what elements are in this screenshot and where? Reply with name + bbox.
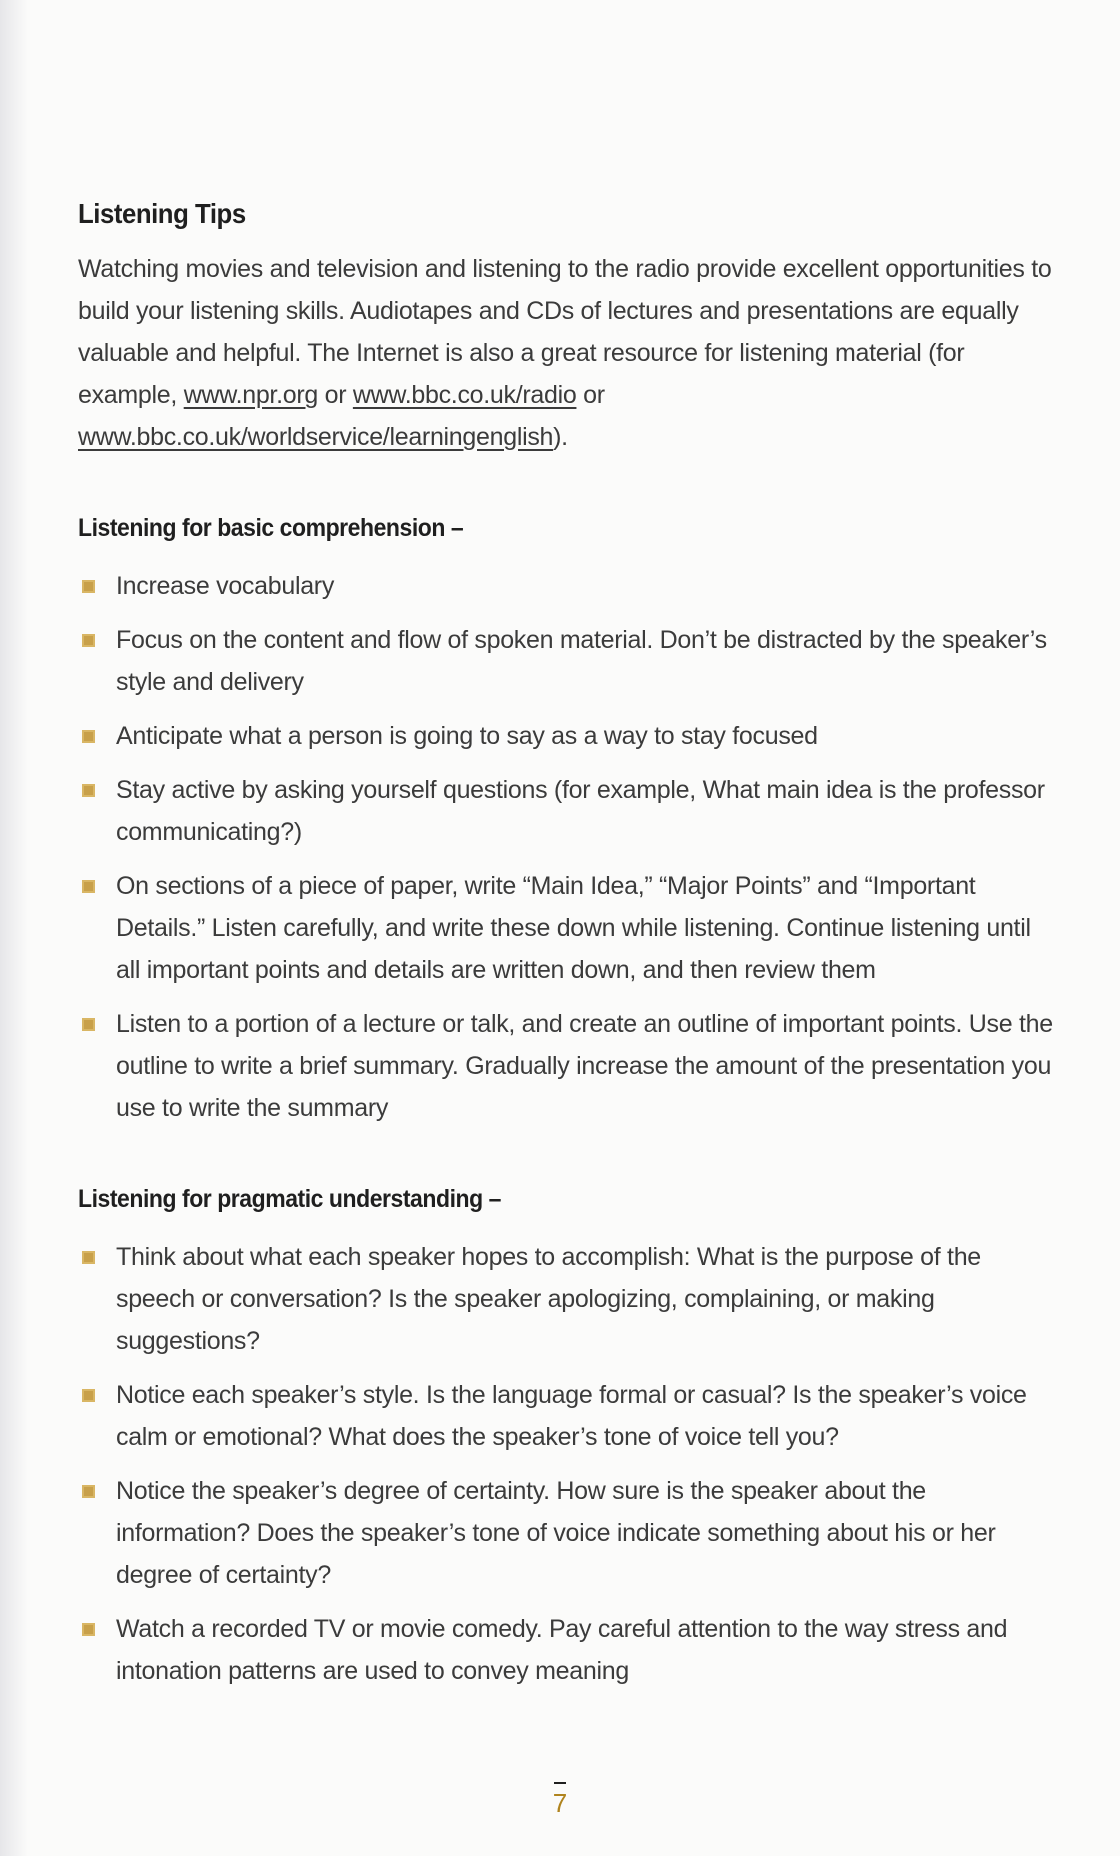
square-bullet-icon bbox=[82, 1623, 95, 1636]
list-item bbox=[78, 1470, 1058, 1596]
square-bullet-icon bbox=[82, 1251, 95, 1264]
link-bbc-radio[interactable]: www.bbc.co.uk/radio bbox=[352, 381, 577, 409]
list-item bbox=[78, 1003, 1058, 1129]
square-bullet-icon bbox=[82, 1389, 95, 1402]
page-title: Listening Tips bbox=[78, 198, 246, 229]
intro-text: or bbox=[317, 381, 353, 409]
square-bullet-icon bbox=[82, 1018, 95, 1031]
list-item-text: Stay active by asking yourself questions (for example, What main idea is the professor communicating?) bbox=[116, 776, 1045, 846]
intro-paragraph bbox=[78, 248, 1058, 458]
page-number bbox=[0, 1782, 1120, 1819]
list-item-text: Notice each speaker’s style. Is the language formal or casual? Is the speaker’s voice calm or emotional? What does the speaker’s tone of voice tell you? bbox=[116, 1381, 1027, 1451]
list-item bbox=[78, 565, 1058, 607]
basic-comprehension-list bbox=[78, 565, 1058, 1129]
intro-text: ). bbox=[553, 423, 568, 451]
list-item-text: Notice the speaker’s degree of certainty. How sure is the speaker about the information? Does the speaker’s tone of voice indicate something about his or her degree of certainty? bbox=[116, 1477, 996, 1589]
list-item-text: Think about what each speaker hopes to accomplish: What is the purpose of the speech or conversation? Is the speaker apologizing, complaining, or making suggestions? bbox=[116, 1243, 981, 1355]
square-bullet-icon bbox=[82, 730, 95, 743]
link-bbc-learningenglish[interactable]: www.bbc.co.uk/worldservice/learningenglish bbox=[78, 423, 554, 451]
square-bullet-icon bbox=[82, 880, 95, 893]
intro-text: Watching movies and television and listening to the radio provide excellent opportunities to build your listening skills. Audiotapes and CDs of lectures and presentations are equally valuable and helpful. The Internet is also a great resource for listening material (for example, bbox=[78, 255, 1052, 409]
square-bullet-icon bbox=[82, 1485, 95, 1498]
list-item-text: Anticipate what a person is going to say as a way to stay focused bbox=[116, 722, 818, 750]
list-item bbox=[78, 619, 1058, 703]
list-item bbox=[78, 715, 1058, 757]
square-bullet-icon bbox=[82, 784, 95, 797]
list-item bbox=[78, 1236, 1058, 1362]
page-edge-shadow bbox=[0, 0, 28, 1856]
section-heading-basic-comprehension: Listening for basic comprehension – bbox=[78, 514, 464, 542]
page-number-text: 7 bbox=[552, 1788, 568, 1818]
square-bullet-icon bbox=[82, 580, 95, 593]
intro-text: or bbox=[576, 381, 605, 409]
list-item bbox=[78, 1608, 1058, 1692]
list-item-text: Increase vocabulary bbox=[116, 572, 335, 600]
pragmatic-understanding-list bbox=[78, 1236, 1058, 1692]
list-item bbox=[78, 1374, 1058, 1458]
list-item-text: On sections of a piece of paper, write “Main Idea,” “Major Points” and “Important Details.” Listen carefully, and write these down while listening. Continue listening until all important points and details are written down, and then review them bbox=[116, 872, 1031, 984]
section-heading-pragmatic-understanding: Listening for pragmatic understanding – bbox=[78, 1185, 501, 1213]
list-item-text: Watch a recorded TV or movie comedy. Pay careful attention to the way stress and intonation patterns are used to convey meaning bbox=[116, 1615, 1008, 1685]
list-item bbox=[78, 769, 1058, 853]
list-item-text: Listen to a portion of a lecture or talk, and create an outline of important points. Use the outline to write a brief summary. Gradually increase the amount of the presentation you use to write the summary bbox=[116, 1010, 1053, 1122]
page-number-dash bbox=[554, 1782, 566, 1784]
page-content bbox=[78, 198, 1058, 1704]
list-item bbox=[78, 865, 1058, 991]
link-npr[interactable]: www.npr.org bbox=[183, 381, 318, 409]
square-bullet-icon bbox=[82, 634, 95, 647]
list-item-text: Focus on the content and flow of spoken material. Don’t be distracted by the speaker’s style and delivery bbox=[116, 626, 1047, 696]
